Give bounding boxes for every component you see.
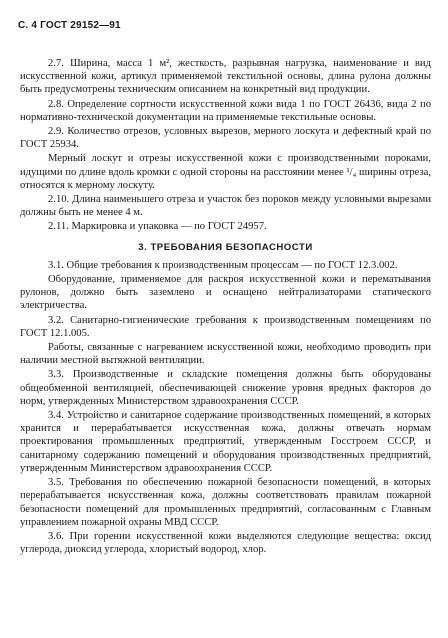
paragraph: 3.6. При горении искусственной кожи выделяются следующие вещества: оксид углерода, диоксид углерода, хлористый водород, хлор. bbox=[20, 530, 431, 556]
paragraph: 2.10. Длина наименьшего отреза и участок без пороков между условными вырезами должны быть не менее 4 м. bbox=[20, 194, 431, 219]
document-body bbox=[20, 57, 431, 557]
paragraph: 2.8. Определение сортности искусственной кожи вида 1 по ГОСТ 26436, вида 2 по нормативно-технической документации на применяемые текстильные основы. bbox=[20, 98, 431, 123]
paragraph: 3.1. Общие требования к производственным процессам — по ГОСТ 12.3.002. bbox=[48, 259, 398, 271]
paragraph: Оборудование, применяемое для раскроя искусственной кожи и перематывания рулонов, должно быть заземлено и оснащено нейтрализаторами статического электричества. bbox=[20, 274, 431, 312]
paragraph: Мерный лоскут и отрезы искусственной кожи с производственными пороками, идущими по длине вдоль кромки с одной стороны на расстоянии менее ¹/₄ ширины отреза, относятся к мерному лоскуту. bbox=[20, 153, 431, 191]
section-title: 3. ТРЕБОВАНИЯ БЕЗОПАСНОСТИ bbox=[138, 241, 313, 253]
paragraph: 3.5. Требования по обеспечению пожарной безопасности помещений, в которых перерабатывается искусственная кожа, должны соответствовать правилам пожарной безопасности помещений для промышленных предприятий, согласованным с Главным управлением пожарной охраны МВД СССР. bbox=[20, 477, 431, 528]
paragraph: 2.7. Ширина, масса 1 м², жесткость, разрывная нагрузка, наименование и вид искусственной кожи, артикул применяемой текстильной основы, длина рулона должны быть предусмотрены техническим описанием на конкретный вид продукции. bbox=[20, 58, 431, 96]
paragraph: 3.2. Санитарно-гигиенические требования к производственным помещениям по ГОСТ 12.1.005. bbox=[20, 314, 431, 339]
paragraph: 3.4. Устройство и санитарное содержание производственных помещений, в которых хранится и перерабатывается искусственная кожа, должны отвечать нормам проектирования промышленных предприятий, утвержденным Госстроем СССР, и санитарному содержанию помещений и оборудования производственных предприятий, утвержденным Министерством здравоохранения СССР. bbox=[20, 410, 431, 474]
paragraph: 2.9. Количество отрезов, условных вырезов, мерного лоскута и дефектный край по ГОСТ 25934. bbox=[20, 126, 431, 151]
paragraph: 2.11. Маркировка и упаковка — по ГОСТ 24957. bbox=[48, 221, 267, 233]
page-header: С. 4 ГОСТ 29152—91 bbox=[18, 20, 121, 31]
paragraph: Работы, связанные с нагреванием искусственной кожи, необходимо проводить при наличии местной вытяжной вентиляции. bbox=[20, 342, 431, 367]
paragraph: 3.3. Производственные и складские помещения должны быть оборудованы общеобменной вентиляцией, обеспечивающей снижение уровня вредных факторов до норм, утвержденных Министерством здравоохранения СССР. bbox=[20, 369, 431, 407]
